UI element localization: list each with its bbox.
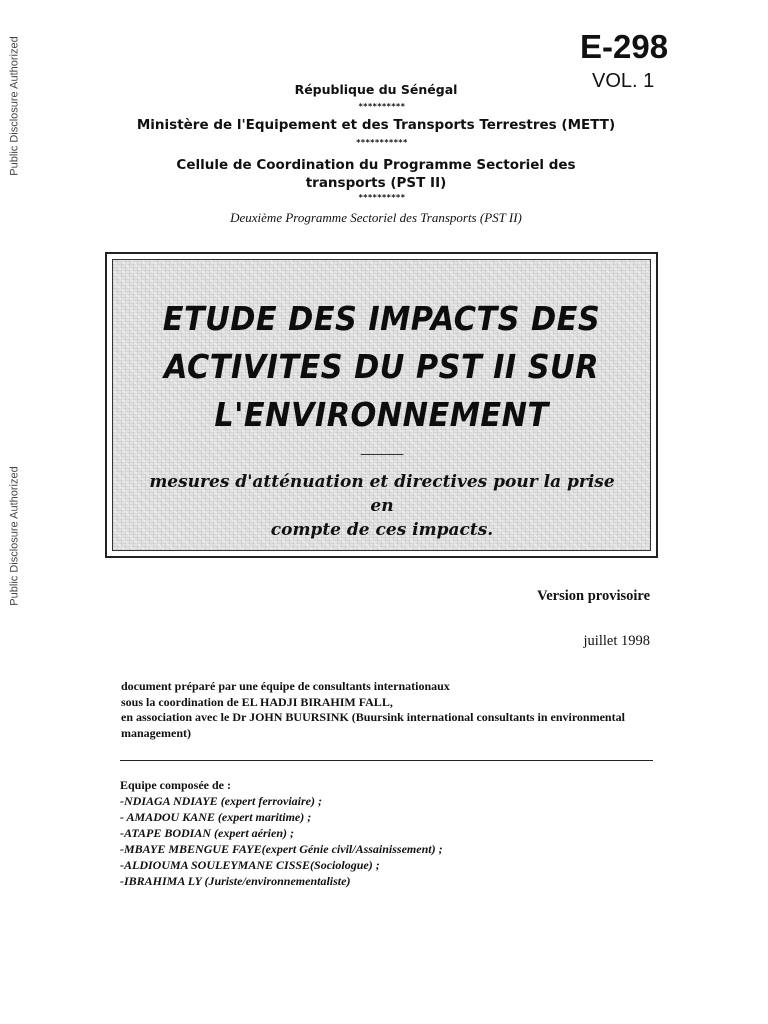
team-member: -ATAPE BODIAN (expert aérien) ; — [120, 826, 294, 840]
document-code: E-298 — [580, 28, 669, 65]
preparation-line-2: sous la coordination de EL HADJI BIRAHIM FALL, — [121, 694, 393, 709]
side-label-text: Public Disclosure Authorized — [9, 36, 21, 176]
preparation-note — [121, 679, 651, 741]
cell-line-1: Cellule de Coordination du Programme Sectoriel des — [176, 157, 576, 173]
team-member: - AMADOU KANE (expert maritime) ; — [120, 810, 312, 824]
team-list — [120, 777, 650, 889]
cell-line-2: transports (PST II) — [305, 175, 447, 191]
subtitle-line-1: mesures d'atténuation et directives pour la prise en — [149, 472, 615, 516]
subtitle-line-2: compte de ces impacts. — [270, 520, 494, 540]
title-line-1: ETUDE DES IMPACTS DES — [162, 299, 601, 338]
ministry-heading: Ministère de l'Equipement et des Transports Terrestres (METT) — [136, 117, 616, 133]
version-label: Version provisoire — [537, 588, 650, 604]
team-member: -ALDIOUMA SOULEYMANE CISSE(Sociologue) ; — [120, 858, 380, 872]
star-separator: ********** — [358, 193, 406, 202]
title-frame — [105, 252, 658, 558]
side-label-text: Public Disclosure Authorized — [9, 466, 21, 606]
title-line-3: L'ENVIRONNEMENT — [214, 395, 549, 434]
volume-label: VOL. 1 — [592, 70, 655, 92]
title-panel — [112, 259, 651, 551]
side-disclosure-label-middle — [3, 436, 27, 636]
title-separator: ---------------- — [360, 448, 403, 460]
team-member: -NDIAGA NDIAYE (expert ferroviaire) ; — [120, 794, 322, 808]
republic-heading: République du Sénégal — [294, 82, 458, 97]
study-title — [134, 295, 628, 439]
preparation-line-3: en association avec le Dr JOHN BUURSINK (Buursink international consultants in environmental management) — [121, 710, 625, 740]
title-line-2: ACTIVITES DU PST II SUR — [164, 347, 599, 386]
study-subtitle — [143, 470, 621, 542]
preparation-line-1: document préparé par une équipe de consultants internationaux — [121, 679, 450, 693]
star-separator: ********** — [358, 102, 406, 111]
team-member: -MBAYE MBENGUE FAYE(expert Génie civil/Assainissement) ; — [120, 842, 443, 856]
coordination-cell-heading — [0, 156, 760, 192]
team-label: Equipe composée de : — [120, 778, 231, 792]
team-member: -IBRAHIMA LY (Juriste/environnementaliste) — [120, 874, 351, 888]
program-subheading: Deuxième Programme Sectoriel des Transports (PST II) — [230, 210, 522, 225]
star-separator: *********** — [356, 138, 408, 147]
horizontal-rule — [120, 760, 653, 761]
document-date: juillet 1998 — [583, 633, 650, 649]
